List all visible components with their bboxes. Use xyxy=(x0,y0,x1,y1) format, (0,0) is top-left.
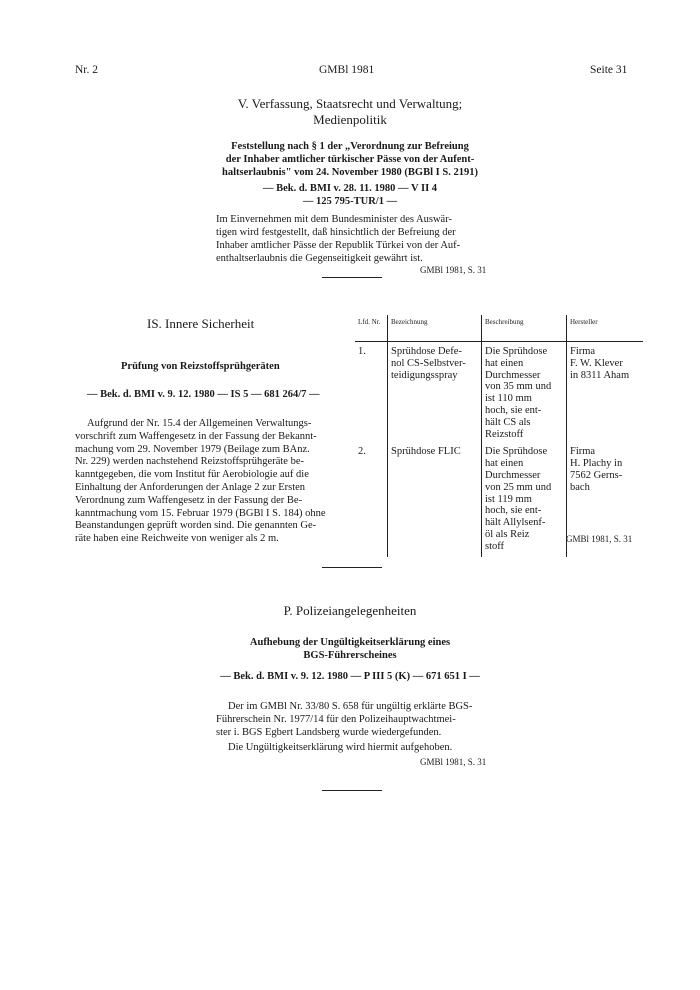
row-beschreibung: Die Sprühdose hat einen Durchmesser von 35 mm und ist 110 mm hoch, sie ent- hält CS als Reizstoff xyxy=(482,342,567,443)
column-header-beschreibung: Beschreibung xyxy=(482,315,567,342)
divider xyxy=(322,790,382,791)
section-p-bek: — Bek. d. BMI v. 9. 12. 1980 — P III 5 (K) — 671 651 I — xyxy=(220,671,480,682)
section-is-body: Aufgrund der Nr. 15.4 der Allgemeinen Verwaltungs- vorschrift zum Waffengesetz in der Fassung der Bekannt- machung vom 29. November 1979 (Beilage zum BAnz. Nr. 229) werden nachstehend Reizstoffsprühgeräte be- kanntgegeben, die vom Institut für Aerobiologie auf die Einhaltung der Anforderungen der Anlage 2 zur Ersten Verordnung zum Waffengesetz in der Fassung der Be- kanntmachung vom 15. Februar 1979 (BGBl I S. 184) ohne Beanstandungen geprüft worden sind. Die genannten Ge- räte haben eine Reichweite von weniger als 2 m. xyxy=(75,418,326,545)
row-nr: 1. xyxy=(358,346,366,357)
section-p-reference: GMBl 1981, S. 31 xyxy=(420,757,487,767)
table-header-row xyxy=(355,315,643,342)
section-p-title: P. Polizeiangelegenheiten xyxy=(283,603,417,618)
devices-table xyxy=(355,315,643,557)
column-header-bezeichnung: Bezeichnung xyxy=(388,315,482,342)
devices-table-wrapper xyxy=(355,315,643,557)
divider xyxy=(322,277,382,278)
column-header-hersteller: Hersteller xyxy=(567,315,644,342)
section-is-bek: — Bek. d. BMI v. 9. 12. 1980 — IS 5 — 681 264/7 — xyxy=(87,389,320,400)
divider xyxy=(322,567,382,568)
row-hersteller: Firma H. Plachy in 7562 Gerns- bach xyxy=(567,442,644,556)
section-v-bek: — Bek. d. BMI v. 28. 11. 1980 — V II 4 — 125 795-TUR/1 — xyxy=(262,183,438,207)
page-header-journal: GMBl 1981 xyxy=(319,64,375,76)
section-v-title: V. Verfassung, Staatsrecht und Verwaltung; Medienpolitik xyxy=(237,96,463,127)
column-header-nr: Lfd. Nr. xyxy=(355,315,388,342)
row-hersteller: Firma F. W. Klever in 8311 Aham xyxy=(567,342,644,443)
row-bezeichnung: Sprühdose Defe- nol CS-Selbstver- teidigungsspray xyxy=(388,342,482,443)
section-is-heading: Prüfung von Reizstoffsprühgeräten xyxy=(121,361,280,372)
section-p-heading: Aufhebung der Ungültigkeitserklärung eines BGS-Führerscheines xyxy=(249,637,451,661)
row-beschreibung: Die Sprühdose hat einen Durchmesser von 25 mm und ist 119 mm hoch, sie ent- hält Allylsenf- öl als Reiz stoff xyxy=(482,442,567,556)
row-nr: 2. xyxy=(358,446,366,458)
section-v-body: Im Einvernehmen mit dem Bundesminister des Auswär- tigen wird festgestellt, daß hinsichtlich der Befreiung der Inhaber amtlicher Pässe der Republik Türkei von der Auf- enthaltserlaubnis die Gegenseitigkeit gewährt ist. xyxy=(216,214,461,264)
section-is-reference: GMBl 1981, S. 31 xyxy=(566,534,633,544)
table-row xyxy=(355,342,643,443)
section-v-reference: GMBl 1981, S. 31 xyxy=(420,265,487,275)
section-is-title: IS. Innere Sicherheit xyxy=(147,316,255,331)
section-v-heading: Feststellung nach § 1 der „Verordnung zur Befreiung der Inhaber amtlicher türkischer Pässe von der Aufent- haltserlaubnis" vom 24. November 1980 (BGBl I S. 2191) xyxy=(222,141,478,178)
row-bezeichnung: Sprühdose FLIC xyxy=(388,442,482,556)
page-header-issue: Nr. 2 xyxy=(75,64,98,76)
section-p-body: Der im GMBl Nr. 33/80 S. 658 für ungültig erklärte BGS- Führerschein Nr. 1977/14 für den Polizeihauptwachtmei- ster i. BGS Egbert Landsberg wurde wiedergefunden. Die Ungültigkeitserklärung wird hiermit aufgehoben. xyxy=(216,701,473,753)
page-header-page: Seite 31 xyxy=(590,64,628,76)
